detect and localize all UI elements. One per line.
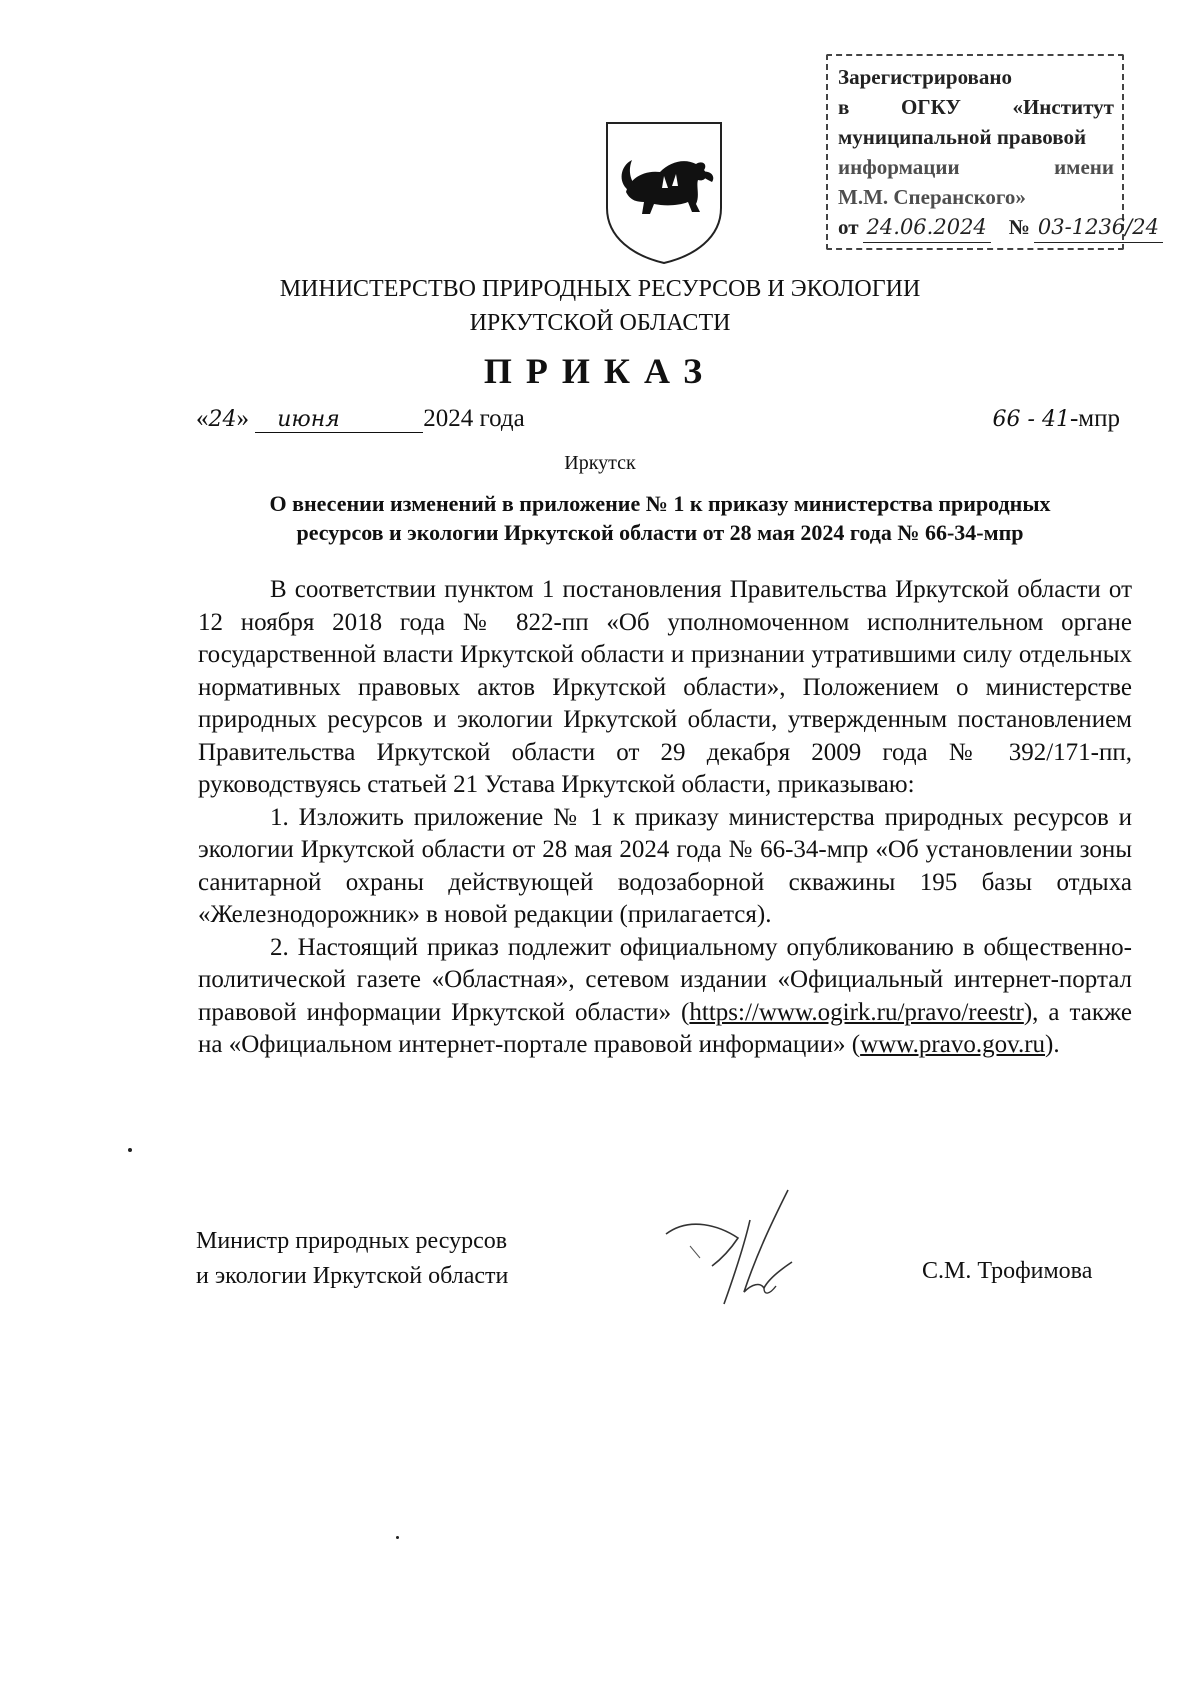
stamp-text: в [838,95,850,119]
stamp-line-4 [838,152,1114,182]
body-paragraph-1: В соответствии пунктом 1 постановления Правительства Иркутской области от 12 ноября 2018 года № 822-пп «Об уполномоченном исполнительном органе государственной власти Иркутской области и признании утратившими силу отдельных нормативных правовых актов Иркутской области», Положением о министерстве природных ресурсов и экологии Иркутской области, утвержденным постановлением Правительства Иркутской области от 29 декабря 2009 года № 392/171-пп, руководствуясь статьей 21 Устава Иркутской области, приказываю: [198,576,1132,798]
city: Иркутск [564,452,636,474]
order-number-suffix: -мпр [1069,405,1120,432]
stamp-line-5 [838,182,1114,212]
order-date [196,405,525,433]
order-number-handwritten: 66 - 41 [992,407,1070,432]
stamp-reg-number: 03-1236/24 [1034,212,1163,243]
signer-name: С.М. Трофимова [922,1258,1093,1284]
coat-of-arms-icon [604,120,724,266]
stamp-line-3 [838,122,1114,152]
stamp-text: муниципальной правовой [838,125,1087,149]
stamp-from-label: от [838,215,859,239]
order-number [993,405,1120,433]
stamp-line-6 [838,212,1159,243]
registration-stamp [826,54,1159,250]
ogirk-link[interactable]: https://www.ogirk.ru/pravo/reestr [689,998,1024,1026]
stamp-text: информации [838,155,960,179]
stamp-line-1 [838,62,1114,92]
order-heading-line-1: О внесении изменений в приложение № 1 к приказу министерства природных [269,491,1051,516]
stamp-text: имени [1054,155,1114,179]
signer-title [196,1224,508,1294]
body-paragraph-3-text: 2. Настоящий приказ подлежит официальному опубликованию в общественно-политической газете «Областная», сетевом издании «Официальный интернет-портал правовой информации Иркутской области» ( [198,933,1132,1026]
document-type: ПРИКАЗ [483,351,717,391]
order-body [198,574,1132,1062]
date-day: 24 [208,407,237,432]
date-quote-open: « [196,405,209,432]
stamp-no-label: № [1008,215,1030,239]
stamp-line-2 [838,92,1114,122]
stamp-text: Зарегистрировано [838,65,1012,89]
order-heading [200,489,1120,547]
signer-title-line-1: Министр природных ресурсов [196,1228,508,1254]
stamp-text: ОГКУ [900,95,961,119]
pravo-gov-link[interactable]: www.pravo.gov.ru [860,1031,1046,1058]
order-heading-line-2: ресурсов и экологии Иркутской области от 28 мая 2024 года № 66-34-мпр [296,520,1024,545]
signer-title-line-2: и экологии Иркутской области [196,1263,509,1289]
body-paragraph-3 [198,932,1132,1062]
date-month: июня [255,407,423,433]
date-year: 2024 года [423,405,525,432]
scan-speck [128,1148,132,1152]
body-paragraph-3-text: ), а также на «Официальном интернет-портале правовой информации» ( [198,998,1133,1058]
ministry-name-line-1: МИНИСТЕРСТВО ПРИРОДНЫХ РЕСУРСОВ И ЭКОЛОГИИ [279,276,921,302]
date-quote-close: » [236,405,249,432]
scan-speck [396,1536,399,1539]
ministry-name [0,272,1200,340]
signature [660,1186,840,1316]
body-paragraph-2: 1. Изложить приложение № 1 к приказу министерства природных ресурсов и экологии Иркутской области от 28 мая 2024 года № 66-34-мпр «Об установлении зоны санитарной охраны действующей водозаборной скважины 195 базы отдыха «Железнодорожник» в новой редакции (прилагается). [198,803,1132,928]
stamp-text: М.М. Сперанского» [838,185,1026,209]
stamp-date: 24.06.2024 [863,212,991,243]
body-paragraph-3-text: ). [1045,1031,1060,1058]
ministry-name-line-2: ИРКУТСКОЙ ОБЛАСТИ [469,310,731,336]
stamp-text: «Институт [1012,95,1114,119]
